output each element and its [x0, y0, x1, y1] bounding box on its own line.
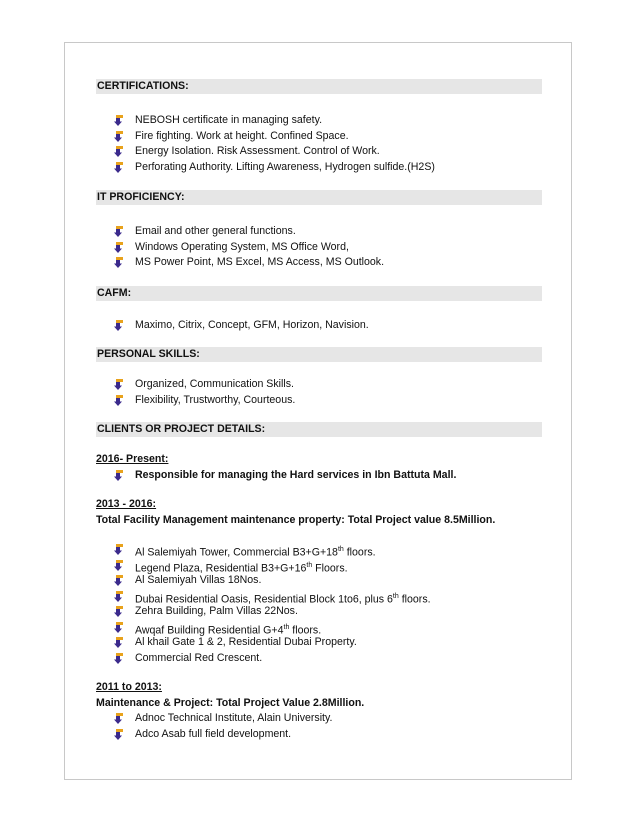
period-heading-2013: 2013 - 2016:: [96, 498, 157, 510]
list-item-text: Fire fighting. Work at height. Confined Space.: [135, 129, 349, 142]
section-header-clients: CLIENTS OR PROJECT DETAILS:: [96, 422, 542, 437]
list-item-text: Adnoc Technical Institute, Alain University.: [135, 712, 333, 724]
project-2016-list: [96, 468, 542, 484]
arrow-bullet-icon: [114, 379, 125, 390]
list-item: [96, 377, 542, 393]
arrow-bullet-icon: [114, 729, 125, 740]
list-item-text: Maximo, Citrix, Concept, GFM, Horizon, Navision.: [135, 318, 369, 331]
project-2011-list: [96, 711, 542, 742]
list-item-text: Al Salemiyah Tower, Commercial B3+G+18: [135, 546, 338, 559]
superscript: th: [283, 623, 290, 631]
list-item: [96, 144, 542, 160]
list-item: [96, 589, 542, 605]
list-item: [96, 635, 542, 651]
arrow-bullet-icon: [114, 637, 125, 648]
arrow-bullet-icon: [114, 606, 125, 617]
list-item: [96, 318, 542, 334]
list-item-text: Organized, Communication Skills.: [135, 378, 294, 390]
list-item: [96, 255, 542, 271]
arrow-bullet-icon: [114, 257, 125, 268]
arrow-bullet-icon: [114, 622, 125, 633]
list-item: [96, 711, 542, 727]
arrow-bullet-icon: [114, 560, 125, 571]
list-item: [96, 160, 542, 176]
list-item-text: Al Salemiyah Villas 18Nos.: [135, 574, 262, 586]
list-item-text: Dubai Residential Oasis, Residential Block 1to6, plus 6: [135, 593, 393, 606]
superscript: th: [306, 561, 313, 569]
period-heading-2011: 2011 to 2013:: [96, 681, 162, 693]
list-item: [96, 573, 542, 589]
list-item: [96, 240, 542, 256]
section-header-personal-skills: PERSONAL SKILLS:: [96, 347, 542, 362]
list-item-text: Adco Asab full field development.: [135, 727, 292, 740]
list-item-text: Perforating Authority. Lifting Awareness, Hydrogen sulfide.(H2S): [135, 160, 435, 173]
list-item-text-end: floors.: [343, 546, 376, 559]
arrow-bullet-icon: [114, 713, 125, 724]
period-heading-2016: 2016- Present:: [96, 453, 169, 465]
list-item: [96, 468, 542, 484]
project-summary-2013: Total Facility Management maintenance property: Total Project value 8.5Million.: [96, 513, 496, 526]
project-2013-list: [96, 542, 542, 666]
list-item: [96, 113, 542, 129]
project-summary-2011: Maintenance & Project: Total Project Value 2.8Million.: [96, 696, 365, 709]
superscript: th: [392, 592, 399, 600]
cafm-list: [96, 318, 542, 334]
list-item-text: Windows Operating System, MS Office Word,: [135, 240, 349, 253]
certifications-list: [96, 113, 542, 175]
arrow-bullet-icon: [114, 115, 125, 126]
list-item-text-end: Floors.: [312, 562, 348, 575]
list-item-text: Legend Plaza, Residential B3+G+16: [135, 562, 307, 575]
list-item-text: Energy Isolation. Risk Assessment. Control of Work.: [135, 145, 380, 157]
list-item-text-end: floors.: [289, 624, 322, 637]
arrow-bullet-icon: [114, 162, 125, 173]
list-item-text-end: floors.: [398, 593, 431, 606]
arrow-bullet-icon: [114, 320, 125, 331]
arrow-bullet-icon: [114, 544, 125, 555]
list-item-text: Responsible for managing the Hard services in Ibn Battuta Mall.: [135, 468, 457, 481]
list-item-text: Commercial Red Crescent.: [135, 651, 263, 664]
arrow-bullet-icon: [114, 226, 125, 237]
arrow-bullet-icon: [114, 591, 125, 602]
list-item: [96, 542, 542, 558]
list-item-text: Zehra Building, Palm Villas 22Nos.: [135, 605, 298, 617]
section-header-certifications: CERTIFICATIONS:: [96, 79, 542, 94]
resume-content: [96, 79, 542, 742]
list-item-text: Flexibility, Trustworthy, Courteous.: [135, 393, 296, 406]
list-item: [96, 393, 542, 409]
list-item: [96, 224, 542, 240]
list-item-text: Awqaf Building Residential G+4: [135, 624, 284, 637]
list-item: [96, 651, 542, 667]
arrow-bullet-icon: [114, 395, 125, 406]
list-item-text: NEBOSH certificate in managing safety.: [135, 114, 323, 126]
arrow-bullet-icon: [114, 653, 125, 664]
personal-skills-list: [96, 377, 542, 408]
superscript: th: [337, 546, 344, 553]
list-item-text: Email and other general functions.: [135, 225, 296, 237]
section-header-cafm: CAFM:: [96, 286, 542, 301]
list-item: [96, 129, 542, 145]
list-item: [96, 604, 542, 620]
arrow-bullet-icon: [114, 575, 125, 586]
arrow-bullet-icon: [114, 131, 125, 142]
list-item: [96, 620, 542, 636]
list-item: [96, 558, 542, 574]
arrow-bullet-icon: [114, 242, 125, 253]
it-proficiency-list: [96, 224, 542, 271]
list-item: [96, 727, 542, 743]
list-item-text: Al khail Gate 1 & 2, Residential Dubai Property.: [135, 636, 357, 648]
arrow-bullet-icon: [114, 470, 125, 481]
list-item-text: MS Power Point, MS Excel, MS Access, MS Outlook.: [135, 256, 385, 268]
arrow-bullet-icon: [114, 146, 125, 157]
section-header-it-proficiency: IT PROFICIENCY:: [96, 190, 542, 205]
